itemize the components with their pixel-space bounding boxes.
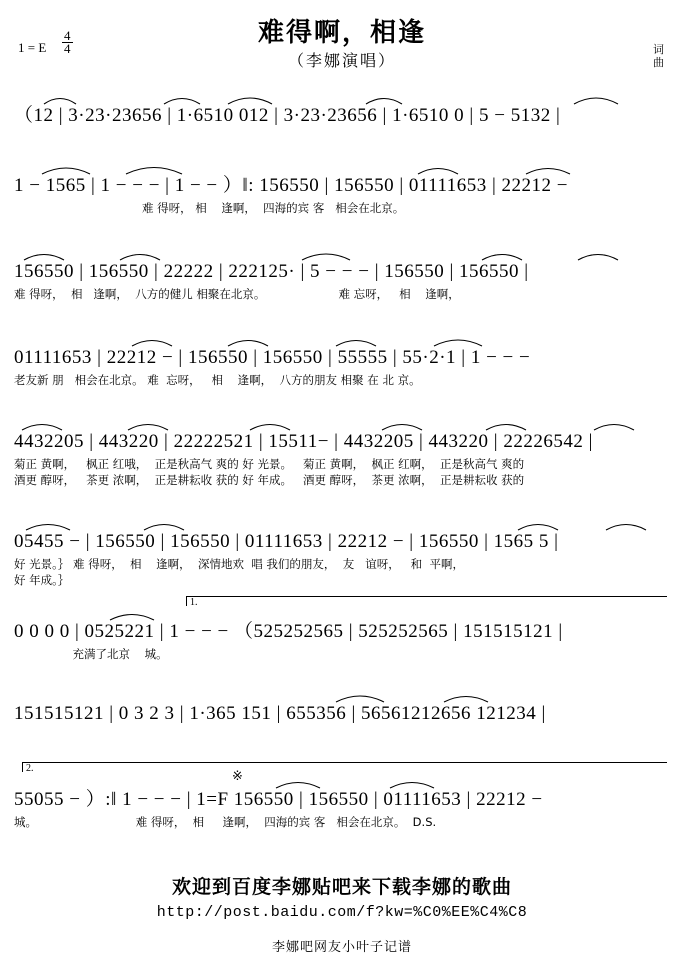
staff-system-6 <box>14 518 670 588</box>
staff-system-8 <box>14 690 670 744</box>
lyrics-line-3: 难 得呀， 相 逢啊， 八方的健儿 相聚在北京。 难 忘呀， 相 逢啊， <box>14 287 460 301</box>
time-signature-denominator: 4 <box>64 41 71 56</box>
lyrics-line-9: 城。 难 得呀， 相 逢啊， 四海的宾 客 相会在北京。 D.S. <box>14 815 437 829</box>
segno-marker: ※ <box>232 768 243 783</box>
lyrics-line-5-verse2: 酒更 醇呀， 茶更 浓啊， 正是耕耘收 获的 好 年成。 酒更 醇呀， 茶更 浓啊， 正是耕耘收 获的 <box>14 473 525 487</box>
staff-system-3 <box>14 248 670 302</box>
volta-2-label: 2. <box>26 763 34 774</box>
composer-credits <box>653 44 664 70</box>
staff-system-7 <box>14 608 670 662</box>
notes-line-3: 156550 | 156550 | 22222 | 222125· | 5 − − − | 156550 | 156550 | <box>14 261 529 282</box>
notes-line-1: （12 | 3·23·23656 | 1·6510 012 | 3·23·23656 | 1·6510 0 | 5 − 5132 | <box>14 105 561 126</box>
page-title: 难得啊，相逢 <box>257 18 426 48</box>
notes-line-7: 0 0 0 0 | 0525221 | 1 − − − （525252565 | 525252565 | 151515121 | <box>14 621 563 642</box>
lyrics-line-6-verse1: 好 光景。｝ 难 得呀， 相 逢啊， 深情地欢 唱 我们的朋友， 友 谊呀， 和 平啊， <box>14 557 464 571</box>
lyrics-line-4: 老友新 朋 相会在北京。 难 忘呀， 相 逢啊， 八方的朋友 相聚 在 北 京。 <box>14 373 421 387</box>
notes-line-5: 4432205 | 443220 | 22222521 | 15511− | 4432205 | 443220 | 22226542 | <box>14 431 593 452</box>
footer-transcriber: 李娜吧网友小叶子记谱 <box>271 940 412 955</box>
performer-credit: （李娜演唱） <box>287 51 396 70</box>
lyrics-line-1 <box>14 130 670 146</box>
notes-line-6: 05455 − | 156550 | 156550 | 01111653 | 22212 − | 156550 | 1565 5 | <box>14 531 559 552</box>
time-signature <box>62 30 73 55</box>
footer-url[interactable]: http://post.baidu.com/f?kw=%C0%EE%C4%C8 <box>156 904 528 921</box>
time-signature-numerator: 4 <box>64 28 71 43</box>
notes-line-4: 01111653 | 22212 − | 156550 | 156550 | 55555 | 55·2·1 | 1 − − − <box>14 347 531 368</box>
lyrics-line-2: 难 得呀， 相 逢啊， 四海的宾 客 相会在北京。 <box>14 201 405 215</box>
lyrics-line-7: 充满了北京 城。 <box>14 647 168 661</box>
staff-system-1 <box>14 92 670 146</box>
volta-1-label: 1. <box>190 597 198 608</box>
notes-line-8: 151515121 | 0 3 2 3 | 1·365 151 | 655356 | 56561212656 121234 | <box>14 703 546 724</box>
notes-line-9: 55055 − ）:‖ 1 − − − | 1=F 156550 | 156550 | 01111653 | 22212 − <box>14 789 543 810</box>
composer-label: 曲 <box>653 57 664 69</box>
staff-system-4 <box>14 334 670 388</box>
staff-system-9 <box>14 776 670 830</box>
lyricist-label: 词 <box>653 44 664 56</box>
footer-promo-text: 欢迎到百度李娜贴吧来下载李娜的歌曲 <box>171 876 512 898</box>
staff-system-5 <box>14 418 670 488</box>
notes-line-2: 1 − 1565 | 1 − − − | 1 − − ）‖: 156550 | 156550 | 01111653 | 22212 − <box>14 175 569 196</box>
lyrics-line-6-verse2: 好 年成。｝ <box>14 573 70 587</box>
lyrics-line-8 <box>14 728 670 744</box>
key-signature: 1 = E <box>18 40 47 55</box>
volta-2-bracket <box>22 762 667 772</box>
lyrics-line-5-verse1: 菊正 黄啊， 枫正 红哦， 正是秋高气 爽的 好 光景。 菊正 黄啊， 枫正 红啊， 正是秋高气 爽的 <box>14 457 525 471</box>
staff-system-2 <box>14 162 670 216</box>
volta-1-bracket <box>186 596 667 606</box>
